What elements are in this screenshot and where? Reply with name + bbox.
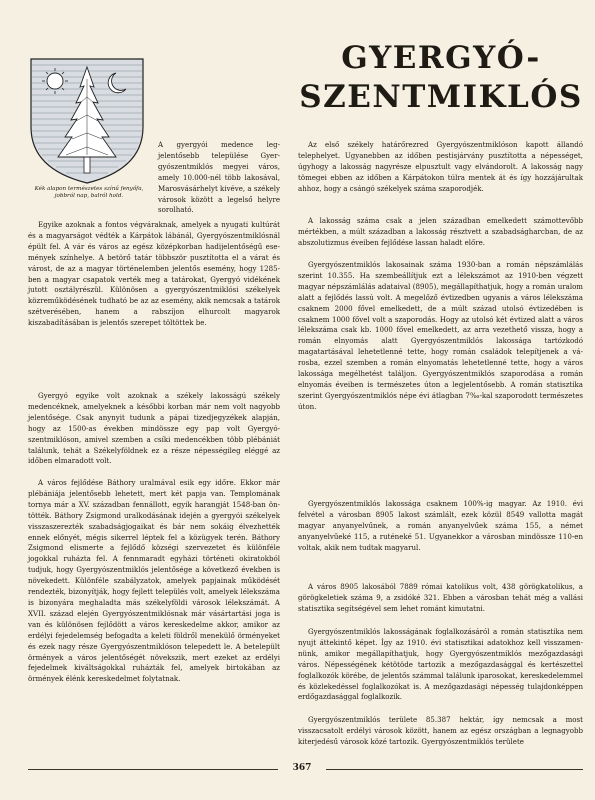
right-paragraph-2: A lakosság száma csak a jelen században emelkedett számottevőbb mértékben, a múlt században a lakosság résztvett a szabadságharcban, de az abszolutizmus éveiben fejlődése lassan haladt előre. (298, 216, 583, 247)
right-paragraph-5: A város 8905 lakosából 7889 római katolikus volt, 438 görögkatolikus, a görögkeletiek száma 9, a zsidóké 321. Ebben a városban tehát még a vallási statisztika segítségével sem lehet románt kimutatni. (298, 582, 583, 613)
coat-of-arms-icon (28, 57, 146, 185)
footer-rule-right (326, 769, 583, 770)
page-number: 367 (292, 763, 312, 773)
right-paragraph-4: Gyergyószentmiklós lakossága csaknem 100%-ig magyar. Az 1910. évi felvétel a városban 8905 lakost számlált, ezek közül 8549 vallotta magát magyar anyanyelvűnek, a román anyanyelvűek száma 155, a német anyanyelvűeké 115, a ruténeké 51. Ugyanekkor a városban mindössze 110-en voltak, akik nem tudtak magyarul. (298, 499, 583, 552)
left-paragraph-4: A város fejlődése Báthory uralmával esik egy időre. Ekkor már plébániája jelentősebb lehetett, mert két papja van. Templomának tornya már a XV. században fennállott, egyik harangját 1548-ban öntötték. Báthory Zsigmond uralkodásának idején a gyergyói székelyek visszaszerezték szabadságjogaikat és bár nem sokáig élvezhették ennek előnyét, mégis sikerrel léptek fel a közügyek terén. Báthory Zsigmond elismerte a fejlődő községi szervezetet és különféle jogokkal ruházta fel. A fennmaradt egyházi történeti okiratokból tudjuk, hogy Gyergyószentmiklós jelentősége a következő években is növekedett. Különféle szabályzatok, amelyek papjainak működését rendezték, bizonyítják, hogy fejlett település volt, amelyek lélekszáma is bizonyára meghaladta más székelyföldi városok lélekszámát. A XVII. század elején Gyergyószentmiklósnak már vásártartási joga is van és különösen fejlődött a város kereskedelme akkor, amikor az erdélyi fejedelemség befogadta a keleti földről menekülő örményeket és ezek nagy része Gyergyószentmiklóson telepedett le. A betelepült örmények a város jelentőségét növekszik, mert ezeket az erdélyi fejedelmek kiváltságokkal ruházták fel, amelyek birtokában az örmények élénk kereskedelmet folytatnak. (28, 478, 280, 684)
left-paragraph-3: Gyergyó egyike volt azoknak a székely lakosságú székely medencéknek, amelyeknek a későbbi korban már nem volt nagyobb jelentősége. Csak anynyit tudunk a pápai tizedjegyzékek alapján, hogy az 1500-as években mindössze egy pap volt Gyergyószentmiklóson, amivel szemben a csíki medencékben több plébániát találunk, tehát a Székelyföldnek ez a része népességileg eléggé az időben elmaradott volt. (28, 391, 280, 466)
coat-of-arms-caption: Kék alapon természetes színű fenyőfa, jobbról nap, balról hold. (34, 186, 144, 199)
page-title-line-2: SZENTMIKLÓS (299, 79, 583, 115)
left-paragraph-1: A gyergyói medence legjelentősebb települése Gyergyószentmiklós megyei város, amely 10.000-nél több lakosával, Marosvásárhelyt kivéve, a székely városok között a legelső helyre sorolható. (158, 140, 280, 215)
page-title-line-1: GYERGYÓ- (341, 40, 541, 76)
right-paragraph-3: Gyergyószentmiklós lakosainak száma 1930-ban a román népszámlálás szerint 10.355. Ha szembeállítjuk ezt a lélekszámot az 1910-ben végzett magyar népszámlálás adataival (8905), megállapíthatjuk, hogy a román uralom alatt a fejlődés lassú volt. A megelőző évtizedben ugyanis a város lélekszáma csaknem 2000 fővel emelkedett, de a múlt század utolsó évtizedében is csaknem 1000 fővel volt a szaporodás. Hogy az utolsó két évtized alatt a város lélekszáma csak kb. 1000 fővel emelkedett, az arra vezethető vissza, hogy a román elnyomás alatt Gyergyószentmiklós lakossága tartózkodó magatartásával lehetetlenné tette, hogy román családok telepítjenek a városba, ezzel szemben a román elnyomatás lehetetlenné tette, hogy a város lakossága megélhetést találjon. Gyergyószentmiklós szaporodása a román elnyomás éveiben is természetes úton a legjelentősebb. A román statisztika szerint Gyergyószentmiklós népe évi átlagban 7‰-kal szaporodott természetes úton. (298, 260, 583, 411)
right-paragraph-7: Gyergyószentmiklós területe 85.387 hektár, így nemcsak a most visszacsatolt erdélyi városok között, hanem az egész országban a legnagyobb kiterjedésű városok közé tartozik. Gyergyószentmiklós területe (298, 715, 583, 746)
right-paragraph-1: Az első székely határőrezred Gyergyószentmiklóson kapott állandó telephelyet. Ugyanebben az időben pestisjárvány pusztította a népességet, úgyhogy a lakosság nagyrésze elpusztult vagy elvándorolt. A lakosság nagy tömegei ebben az időben a Kárpátokon túlra mentek át és így hozzájárultak ahhoz, hogy a csángó székelyek száma szaporodjék. (298, 140, 583, 193)
footer-rule-left (28, 769, 278, 770)
left-paragraph-2: Egyike azoknak a fontos végváraknak, amelyek a nyugati kultúrát és a magyarságot védték a Kárpátok lábánál, Gyergyószentmiklósnál épült fel. A vár és város az egész középkorban hadijelentőségű események színhelye. A betörő tatár többször pusztította el a várat és várost, de az a magyar történelemben jelentős esemény, hogy 1285-ben a magyar csapatok verték meg a tatárokat, Gyergyó vidékének jutott osztályrészül. Különösen a gyergyószentmiklósi székelyek közreműködésének tudható be az az esemény, akik nemcsak a tatárok szétverésében, hanem a rabszíjon elhurcolt magyarok kiszabadításában is jelentős szerepet töltöttek be. (28, 220, 280, 328)
right-paragraph-6: Gyergyószentmiklós lakosságának foglalkozásáról a román statisztika nem nyujt áttekintő képet. Így az 1910. évi statisztikai adatokhoz kell visszamennünk, amikor megállapíthatjuk, hogy Gyergyószentmiklós mezőgazdasági város. Népességének kétötöde tartozik a mezőgazdasággal és kertészettel foglalkozók körébe, de jelentős számmal találunk iparosokat, kereskedelemmel és közlekedéssel foglalkozókat is. A mezőgazdasági népesség tulajdonképpen erdőgazdasággal foglalkozik. (298, 627, 583, 702)
